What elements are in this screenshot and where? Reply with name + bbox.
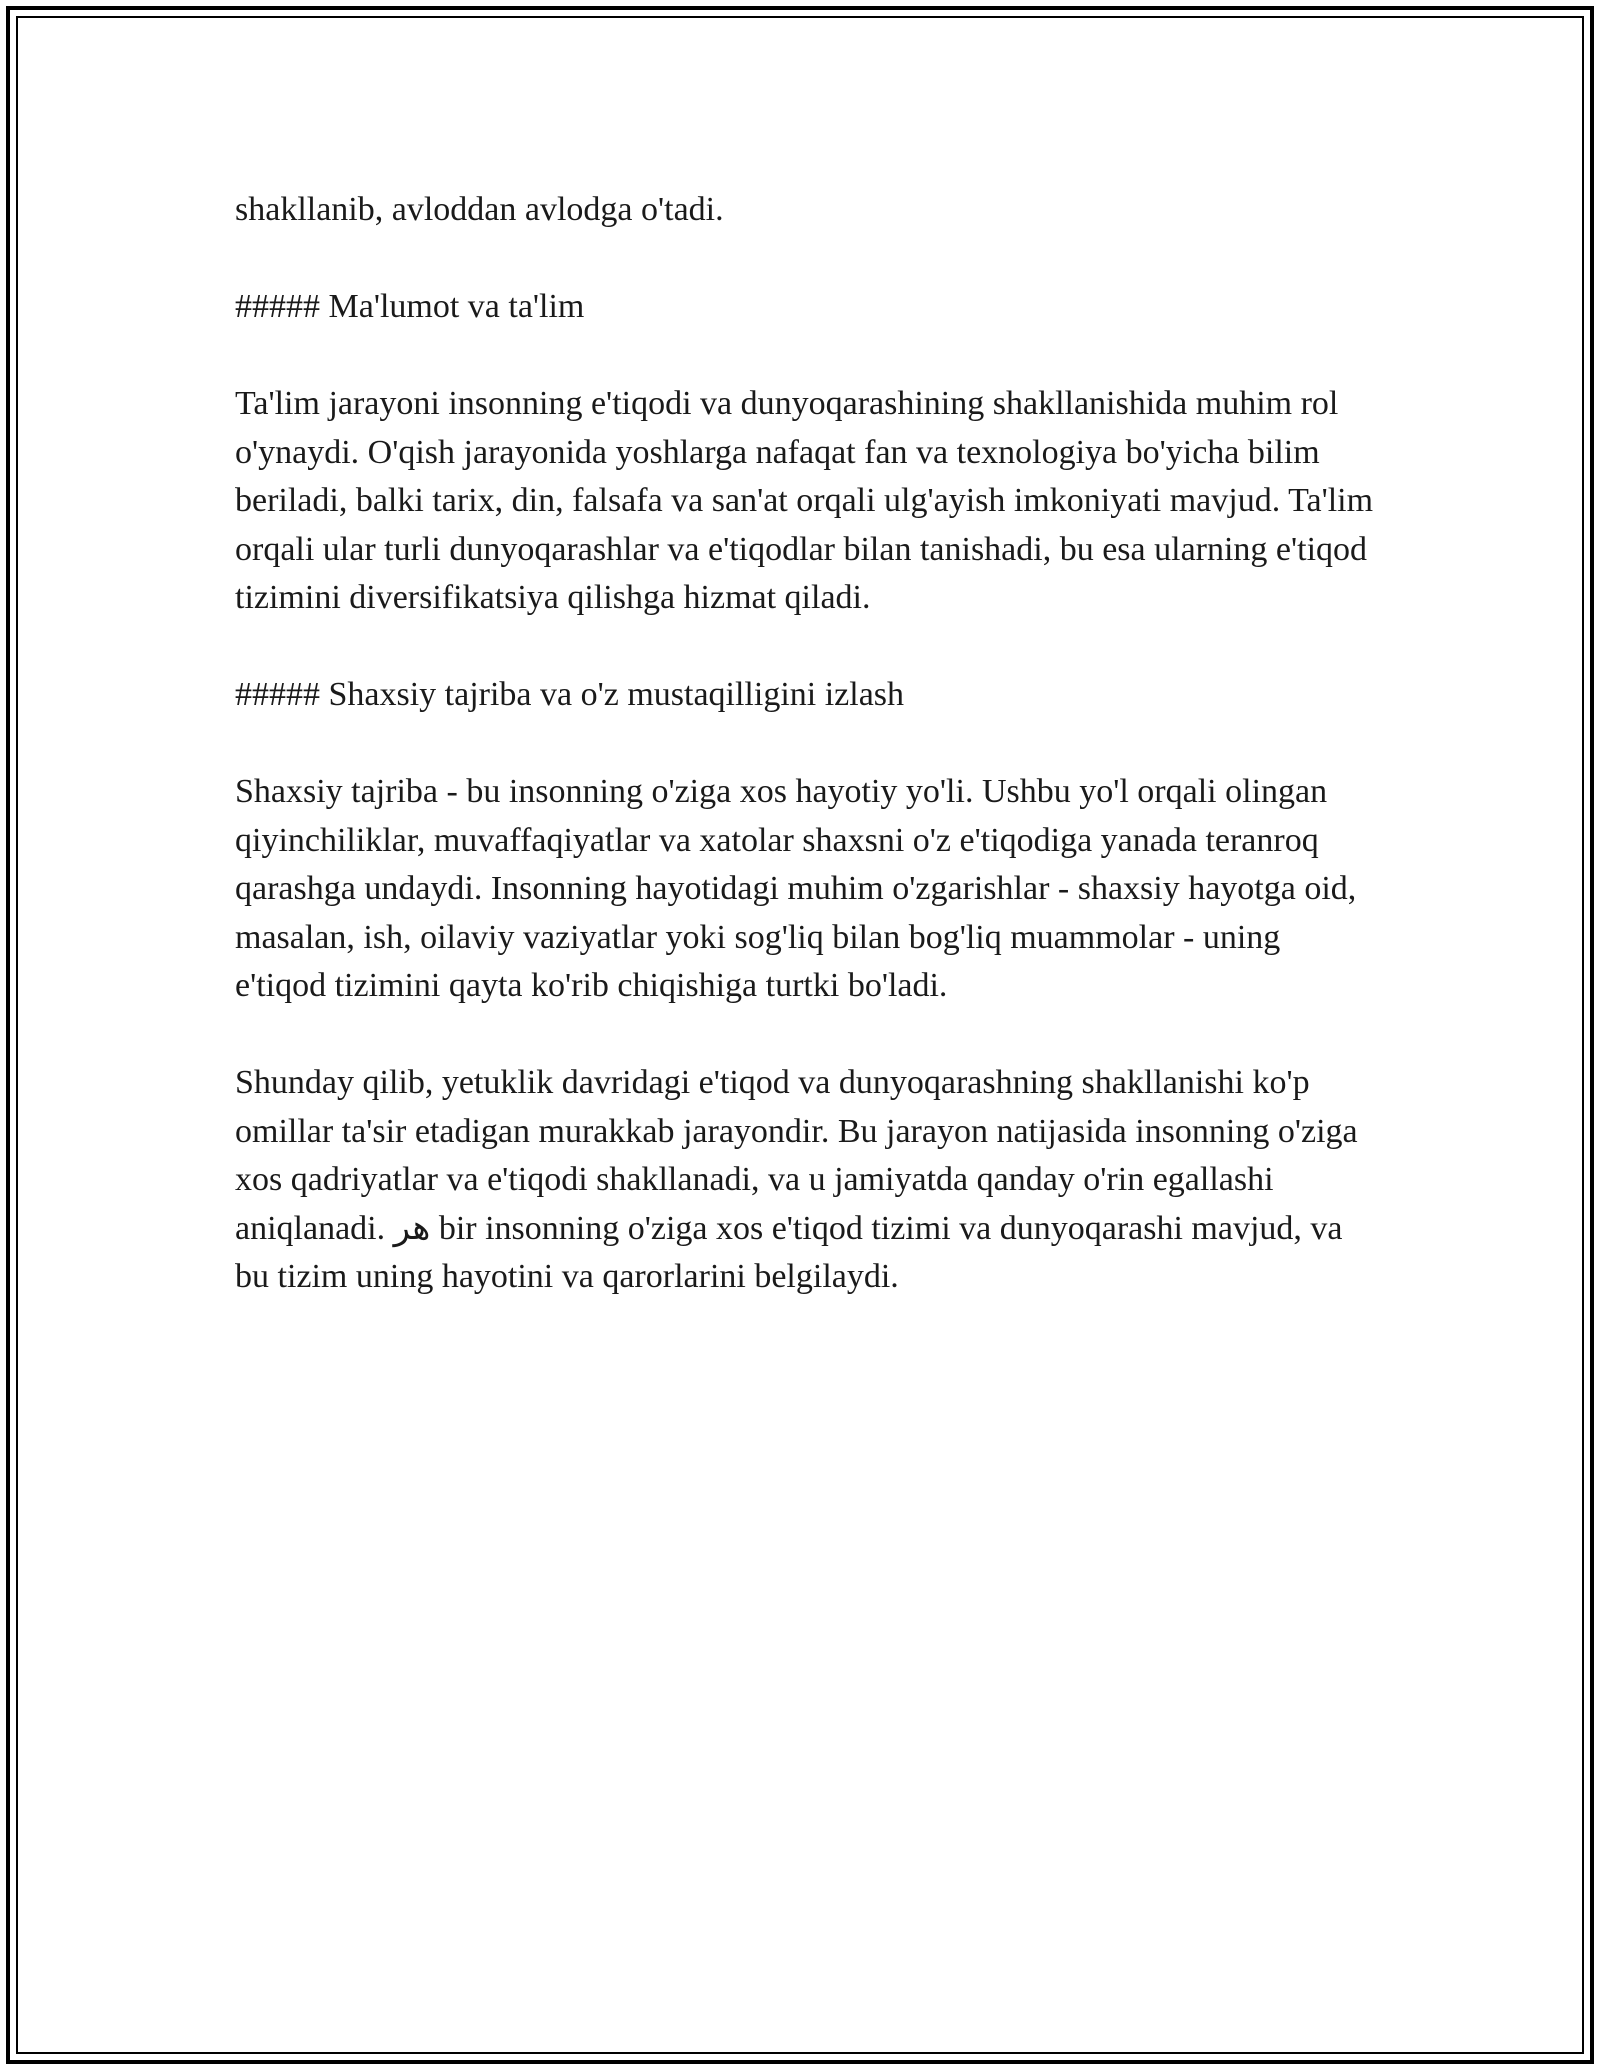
paragraph-education: Ta'lim jarayoni insonning e'tiqodi va dunyoqarashining shakllanishida muhim rol o'ynaydi. O'qish jarayonida yoshlarga nafaqat fan va texnologiya bo'yicha bilim beriladi, balki tarix, din, falsafa va san'at orqali ulg'ayish imkoniyati mavjud. Ta'lim orqali ular turli dunyoqarashlar va e'tiqodlar bilan tanishadi, bu esa ularning e'tiqod tizimini diversifikatsiya qilishga hizmat qiladi. bbox=[235, 385, 1374, 616]
paragraph-personal-experience: Shaxsiy tajriba - bu insonning o'ziga xos hayotiy yo'li. Ushbu yo'l orqali olingan qiyinchiliklar, muvaffaqiyatlar va xatolar shaxsni o'z e'tiqodiga yanada teranroq qarashga undaydi. Insonning hayotidagi muhim o'zgarishlar - shaxsiy hayotga oid, masalan, ish, oilaviy vaziyatlar yoki sog'liq bilan bog'liq muammolar - uning e'tiqod tizimini qayta ko'rib chiqishiga turtki bo'ladi. bbox=[235, 773, 1357, 1004]
section-heading-personal-experience: ##### Shaxsiy tajriba va o'z mustaqilligini izlash bbox=[235, 676, 905, 713]
paragraph-continuation: shakllanib, avloddan avlodga o'tadi. bbox=[235, 191, 724, 228]
document-body bbox=[235, 186, 1375, 1302]
paragraph-conclusion: Shunday qilib, yetuklik davridagi e'tiqod va dunyoqarashning shakllanishi ko'p omillar ta'sir etadigan murakkab jarayondir. Bu jarayon natijasida insonning o'ziga xos qadriyatlar va e'tiqodi shakllanadi, va u jamiyatda qanday o'rin egallashi aniqlanadi. هر bir insonning o'ziga xos e'tiqod tizimi va dunyoqarashi mavjud, va bu tizim uning hayotini va qarorlarini belgilaydi. bbox=[235, 1064, 1358, 1295]
section-heading-education: ##### Ma'lumot va ta'lim bbox=[235, 288, 585, 325]
